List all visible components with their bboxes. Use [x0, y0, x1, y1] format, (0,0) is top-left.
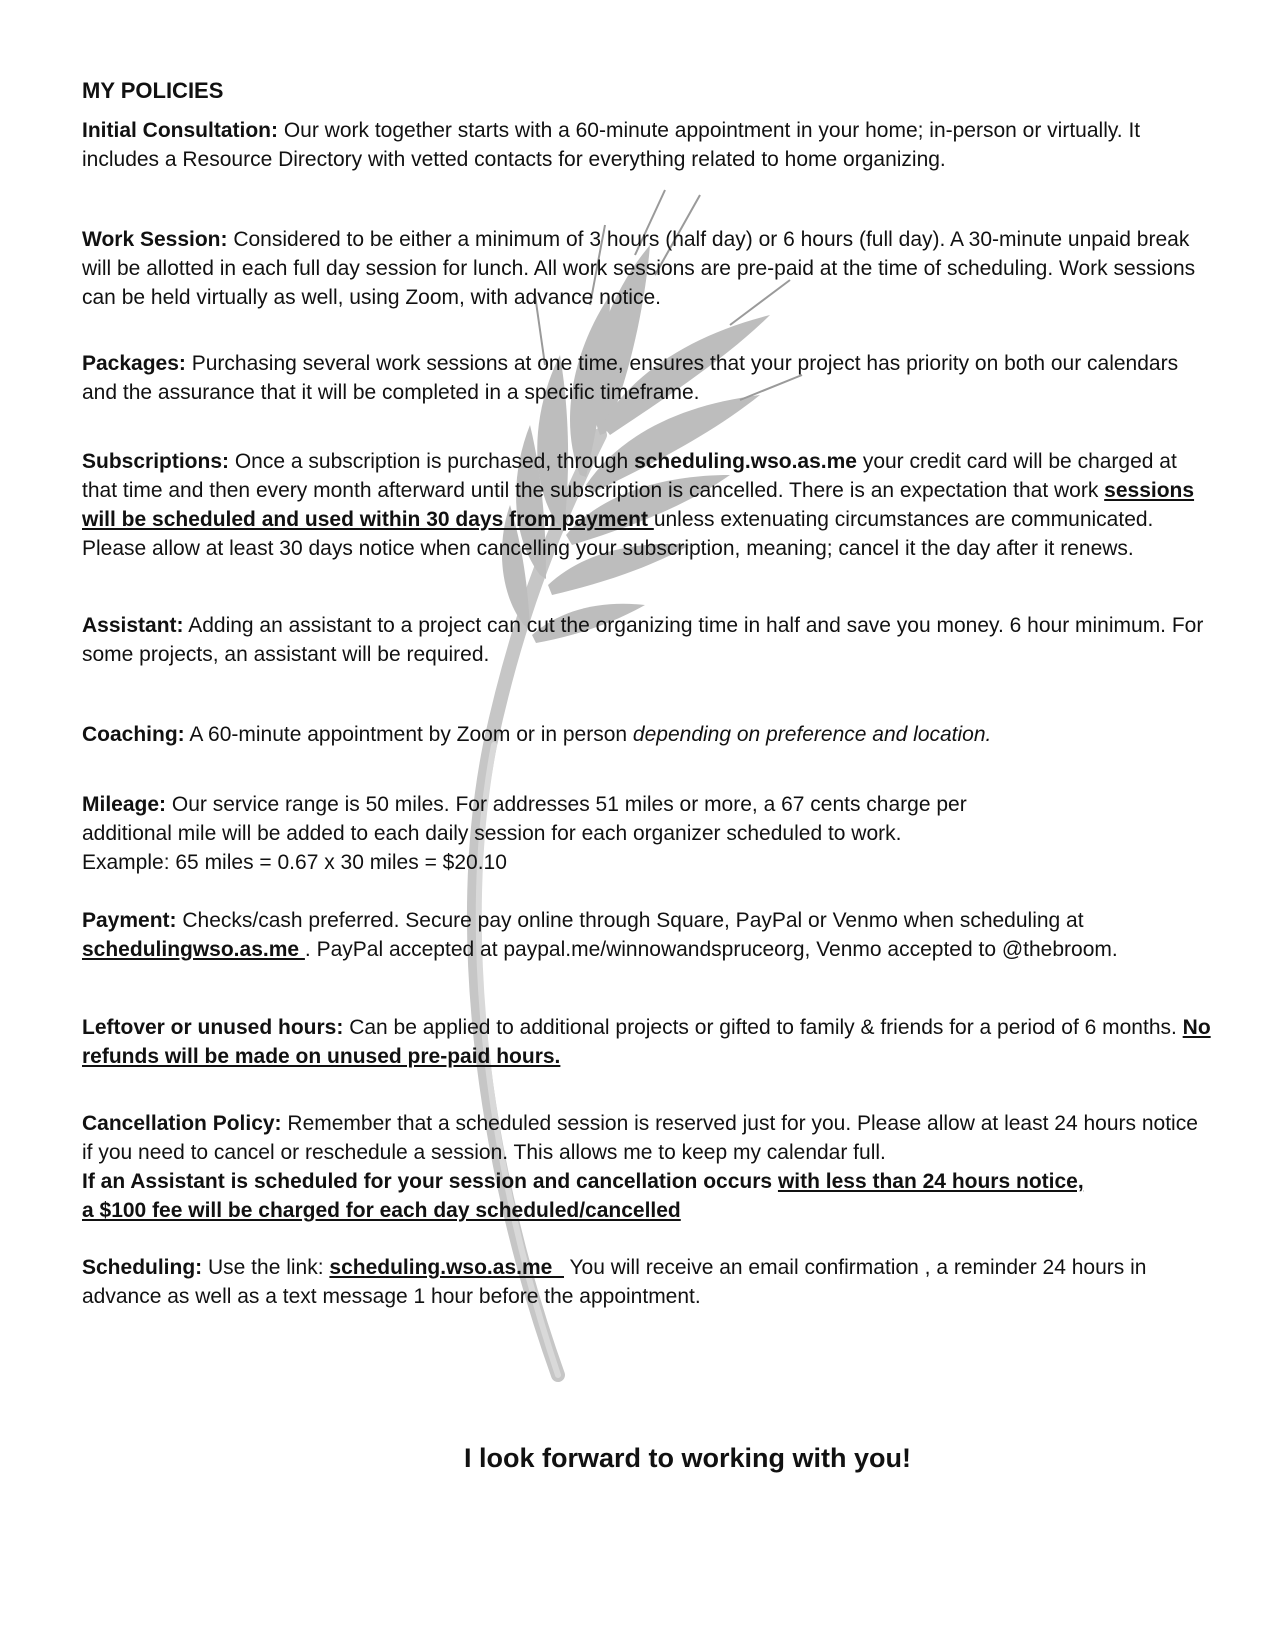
section-label: Subscriptions: [82, 450, 230, 473]
section-label: Cancellation Policy: [82, 1112, 282, 1135]
page-title: MY POLICIES [82, 78, 224, 103]
closing-message: I look forward to working with you! [464, 1443, 911, 1473]
policies-content [82, 76, 1212, 1311]
payment-scheduling-link[interactable]: schedulingwso.as.me [82, 938, 305, 961]
section-mileage [82, 790, 1212, 877]
section-assistant [82, 611, 1212, 669]
section-label: Coaching: [82, 723, 185, 746]
section-text: your credit card will be charged at that time and then every month afterward until the subscription is cancelled. There is an expectation that work [82, 450, 1177, 502]
scheduling-link[interactable]: scheduling.wso.as.me [634, 450, 857, 473]
section-work-session [82, 225, 1212, 312]
section-text: Considered to be either a minimum of 3 hours (half day) or 6 hours (full day). A 30-minute unpaid break will be allotted in each full day session for lunch. All work sessions are pre-paid at the time of scheduling. Work sessions can be held virtually as well, using Zoom, with advance notice. [82, 228, 1196, 309]
section-text: Once a subscription is purchased, through [229, 450, 635, 473]
section-leftover-hours [82, 1013, 1212, 1071]
section-text: Remember that a scheduled session is reserved just for you. Please allow at least 24 hours notice if you need to cancel or reschedule a session. This allows me to keep my calendar full. [82, 1112, 1198, 1164]
section-label: Initial Consultation: [82, 119, 278, 142]
cancellation-bold-text: If an Assistant is scheduled for your session and cancellation occurs [82, 1170, 778, 1193]
section-text: Use the link: [202, 1256, 330, 1279]
section-cancellation-policy [82, 1109, 1212, 1225]
section-text: Can be applied to additional projects or gifted to family & friends for a period of 6 months. [343, 1016, 1183, 1039]
assistant-cancellation-line [82, 1167, 1212, 1196]
mileage-line-1 [82, 790, 1212, 819]
section-label: Payment: [82, 909, 177, 932]
section-label: Assistant: [82, 614, 184, 637]
section-packages [82, 349, 1212, 407]
no-refunds-text: No refunds will be made on unused pre-paid hours. [82, 1016, 1211, 1068]
section-label: Scheduling: [82, 1256, 203, 1279]
section-text: Purchasing several work sessions at one time, ensures that your project has priority on both our calendars and the assurance that it will be completed in a specific timeframe. [82, 352, 1179, 404]
section-label: Work Session: [82, 228, 228, 251]
section-initial-consultation [82, 116, 1212, 174]
section-text: You will receive an email confirmation , a reminder 24 hours in advance as well as a text message 1 hour before the appointment. [82, 1256, 1147, 1308]
section-italic-text: depending on preference and location. [632, 723, 992, 746]
mileage-line-2: additional mile will be added to each daily session for each organizer scheduled to work. [82, 822, 902, 845]
mileage-example: Example: 65 miles = 0.67 x 30 miles = $20.10 [82, 851, 507, 874]
section-label: Packages: [82, 352, 186, 375]
section-text: Our service range is 50 miles. For addresses 51 miles or more, a 67 cents charge per [166, 793, 967, 816]
cancellation-fee-text: a $100 fee will be charged for each day scheduled/cancelled [82, 1199, 681, 1222]
section-scheduling [82, 1253, 1212, 1311]
section-text: Adding an assistant to a project can cut the organizing time in half and save you money. 6 hour minimum. For some projects, an assistant will be required. [82, 614, 1204, 666]
section-text: Our work together starts with a 60-minute appointment in your home; in-person or virtually. It includes a Resource Directory with vetted contacts for everything related to home organizing. [82, 119, 1141, 171]
scheduling-link[interactable]: scheduling.wso.as.me [329, 1256, 564, 1279]
section-text: . PayPal accepted at paypal.me/winnowandspruceorg, Venmo accepted to @thebroom. [304, 938, 1118, 961]
usage-requirement-text: sessions will be scheduled and used within 30 days from payment [82, 479, 1195, 531]
cancellation-notice-text: with less than 24 hours notice, [777, 1170, 1084, 1193]
section-label: Mileage: [82, 793, 167, 816]
section-coaching [82, 720, 1212, 749]
section-text: unless extenuating circumstances are communicated. Please allow at least 30 days notice when cancelling your subscription, meaning; cancel it the day after it renews. [82, 508, 1154, 560]
section-text: Checks/cash preferred. Secure pay online through Square, PayPal or Venmo when scheduling at [176, 909, 1084, 932]
section-text: A 60-minute appointment by Zoom or in person [184, 723, 633, 746]
section-payment [82, 906, 1212, 964]
section-subscriptions [82, 447, 1212, 563]
section-label: Leftover or unused hours: [82, 1016, 344, 1039]
